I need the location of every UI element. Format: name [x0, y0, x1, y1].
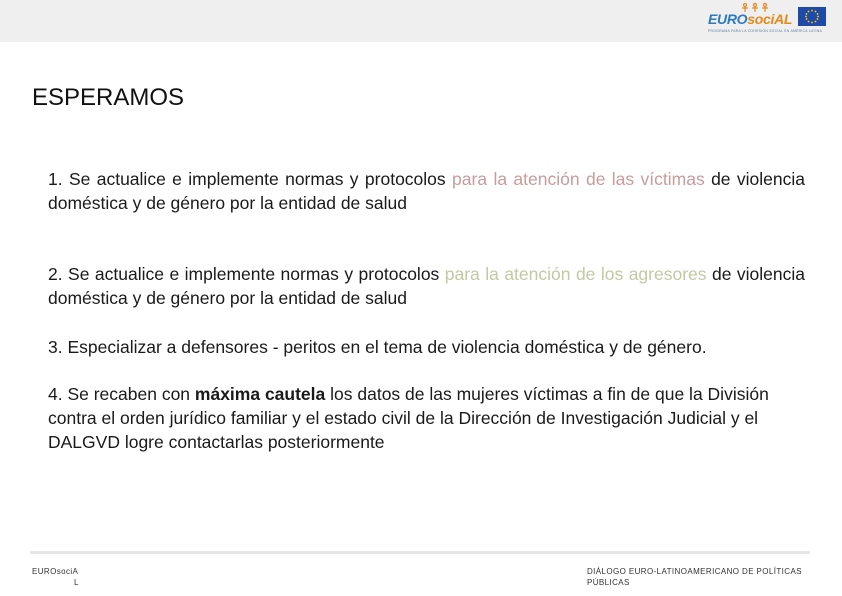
- list-item: 1. Se actualice e implemente normas y protocolos para la atención de las víctimas de violencia doméstica y de género por la entidad de salud: [48, 169, 805, 213]
- eurosocial-logo: [704, 3, 832, 39]
- highlighted-phrase: para la atención de los agresores: [444, 264, 707, 284]
- list-item: 4. Se recaben con máxima cautela los datos de las mujeres víctimas a fin de que la División contra el orden jurídico familiar y el estado civil de la Dirección de Investigación Judicial y el DALGVD logre contactarlas posteriormente: [48, 384, 769, 452]
- footer-divider: [30, 551, 810, 554]
- eu-flag-icon: [798, 7, 826, 26]
- emphasized-phrase: máxima cautela: [194, 384, 326, 404]
- footer-right-label: DIÁLOGO EURO-LATINOAMERICANO DE POLÍTICAS PÚBLICAS: [587, 567, 802, 587]
- logo-tagline: PROGRAMA PARA LA COHESIÓN SOCIAL EN AMÉRICA LATINA: [708, 29, 822, 33]
- list-item: 3. Especializar a defensores - peritos en el tema de violencia doméstica y de género.: [48, 337, 707, 357]
- logo-wordmark: EUROsociAL: [708, 11, 793, 27]
- header-bar: [0, 0, 842, 42]
- footer-left-label: EUROsociA L: [32, 567, 79, 587]
- highlighted-phrase: para la atención de las víctimas: [452, 169, 705, 189]
- list-item: 2. Se actualice e implemente normas y protocolos para la atención de los agresores de violencia doméstica y de género por la entidad de salud: [48, 264, 805, 308]
- slide-title: ESPERAMOS: [32, 84, 185, 111]
